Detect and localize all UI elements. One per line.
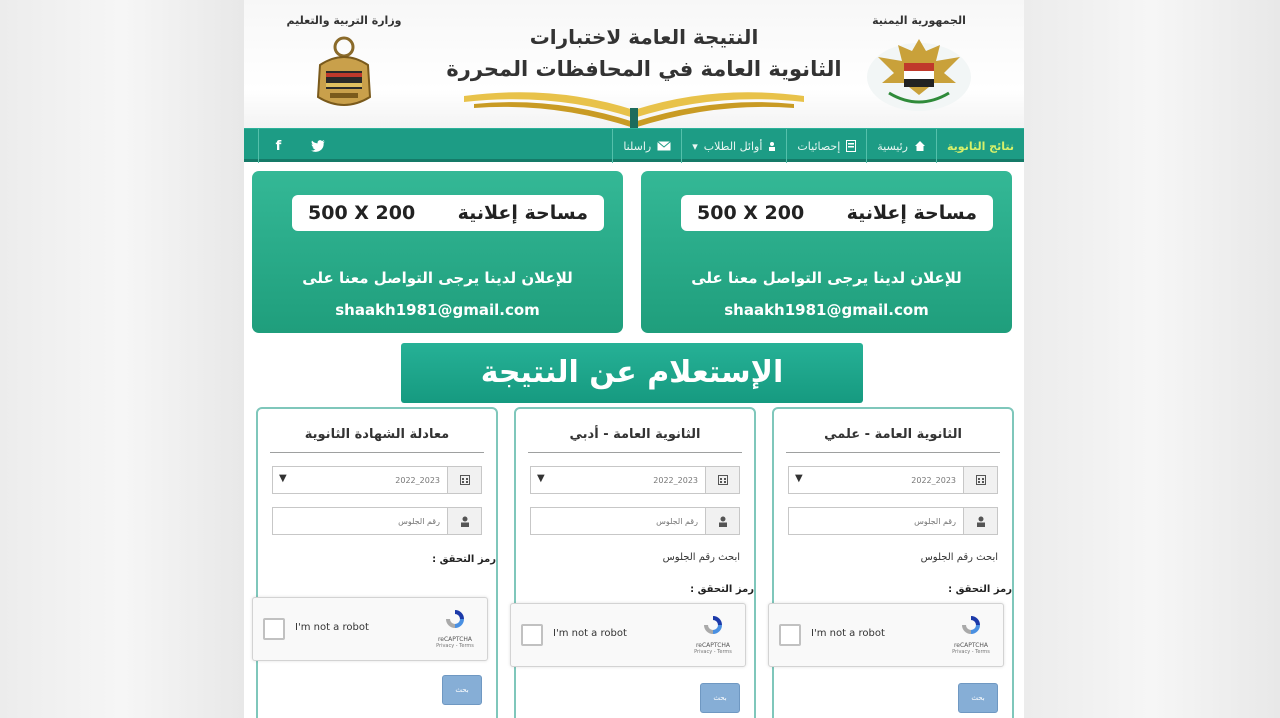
- year-select[interactable]: [272, 466, 482, 494]
- year-select-value[interactable]: [531, 467, 706, 493]
- site-container: [244, 0, 1024, 718]
- chevron-down-icon: ▾: [692, 139, 698, 153]
- facebook-icon[interactable]: f: [258, 129, 298, 163]
- seat-number-field[interactable]: [272, 507, 482, 535]
- republic-emblem: [844, 14, 994, 126]
- nav-item-label: نتائج الثانوية: [947, 139, 1014, 153]
- recaptcha-links[interactable]: Privacy - Terms: [952, 649, 990, 655]
- recaptcha-brand: reCAPTCHA: [695, 642, 731, 649]
- chevron-down-icon: ▼: [537, 473, 545, 484]
- find-seat-hint[interactable]: ابحث رقم الجلوس: [920, 552, 998, 563]
- nav-items: [612, 129, 1024, 163]
- calendar-icon: [963, 467, 997, 493]
- main-nav: [244, 128, 1024, 162]
- seat-number-field[interactable]: [530, 507, 740, 535]
- chevron-down-icon: ▼: [279, 473, 287, 484]
- captcha-label: رمز التحقق :: [690, 584, 754, 595]
- site-header: [244, 0, 1024, 128]
- nav-item-results[interactable]: [936, 129, 1024, 163]
- header-title-line1: النتيجة العامة لاختبارات: [529, 25, 759, 49]
- calendar-icon: [447, 467, 481, 493]
- nav-item-label: راسلنا: [623, 139, 652, 153]
- twitter-icon[interactable]: [298, 129, 338, 163]
- form-title: الثانوية العامة - أدبي: [528, 427, 742, 453]
- social-links: [258, 129, 338, 163]
- ad-label-pill: [292, 195, 604, 231]
- submit-button[interactable]: بحث: [958, 683, 998, 713]
- year-select[interactable]: [530, 466, 740, 494]
- form-scientific: [772, 407, 1014, 718]
- seat-number-input[interactable]: [273, 508, 448, 534]
- open-book-icon: [454, 84, 814, 128]
- recaptcha-logo: [435, 608, 475, 649]
- ad-size: 500 X 200: [697, 202, 805, 224]
- recaptcha-widget[interactable]: [252, 597, 488, 661]
- captcha-label: رمز التحقق :: [948, 584, 1012, 595]
- ad-contact-text: للإعلان لدينا يرجى التواصل معنا على: [302, 269, 573, 287]
- page-background-left: [0, 0, 244, 718]
- recaptcha-logo: [951, 614, 991, 655]
- year-select-value[interactable]: [273, 467, 448, 493]
- nav-item-label: أوائل الطلاب: [703, 139, 763, 153]
- nav-item-label: رئيسية: [877, 139, 908, 153]
- ad-email: shaakh1981@gmail.com: [335, 301, 540, 319]
- header-titles: [434, 22, 854, 86]
- republic-caption: الجمهورية اليمنية: [872, 14, 966, 27]
- ad-space-right[interactable]: [641, 171, 1012, 333]
- recaptcha-brand: reCAPTCHA: [437, 636, 473, 643]
- recaptcha-widget[interactable]: [510, 603, 746, 667]
- find-seat-hint[interactable]: ابحث رقم الجلوس: [662, 552, 740, 563]
- recaptcha-checkbox[interactable]: [521, 624, 543, 646]
- form-title: الثانوية العامة - علمي: [786, 427, 1000, 453]
- nav-item-label: إحصائيات: [797, 139, 841, 153]
- user-icon: [705, 508, 739, 534]
- recaptcha-links[interactable]: Privacy - Terms: [436, 643, 474, 649]
- nav-item-stats[interactable]: [786, 129, 866, 163]
- ad-label: مساحة إعلانية: [846, 202, 977, 224]
- nav-item-contact[interactable]: [612, 129, 681, 163]
- ministry-emblem: [284, 14, 404, 126]
- recaptcha-checkbox[interactable]: [779, 624, 801, 646]
- results-inquiry-banner: الإستعلام عن النتيجة: [401, 343, 863, 403]
- recaptcha-links[interactable]: Privacy - Terms: [694, 649, 732, 655]
- ad-email: shaakh1981@gmail.com: [724, 301, 929, 319]
- stats-icon: [846, 140, 856, 152]
- recaptcha-text: I'm not a robot: [553, 628, 627, 639]
- home-icon: [914, 140, 926, 152]
- submit-button[interactable]: بحث: [700, 683, 740, 713]
- chevron-down-icon: ▼: [795, 473, 803, 484]
- nav-item-top-students[interactable]: [681, 129, 786, 163]
- form-literary: [514, 407, 756, 718]
- header-title-line2: الثانوية العامة في المحافظات المحررة: [446, 57, 842, 81]
- ministry-seal-icon: [312, 35, 376, 113]
- ad-label: مساحة إعلانية: [457, 202, 588, 224]
- user-icon: [447, 508, 481, 534]
- recaptcha-text: I'm not a robot: [295, 622, 369, 633]
- ad-contact-text: للإعلان لدينا يرجى التواصل معنا على: [691, 269, 962, 287]
- captcha-label: رمز التحقق :: [432, 554, 496, 565]
- recaptcha-icon: [444, 608, 466, 630]
- form-title: معادلة الشهادة الثانوية: [270, 427, 484, 453]
- recaptcha-icon: [960, 614, 982, 636]
- recaptcha-brand: reCAPTCHA: [953, 642, 989, 649]
- user-icon: [963, 508, 997, 534]
- seat-number-field[interactable]: [788, 507, 998, 535]
- recaptcha-widget[interactable]: [768, 603, 1004, 667]
- form-equivalency: [256, 407, 498, 718]
- seat-number-input[interactable]: [531, 508, 706, 534]
- calendar-icon: [705, 467, 739, 493]
- recaptcha-icon: [702, 614, 724, 636]
- seat-number-input[interactable]: [789, 508, 964, 534]
- year-select[interactable]: [788, 466, 998, 494]
- envelope-icon: [657, 141, 671, 151]
- recaptcha-checkbox[interactable]: [263, 618, 285, 640]
- year-select-value[interactable]: [789, 467, 964, 493]
- eagle-emblem-icon: [864, 33, 974, 113]
- ad-space-left[interactable]: [252, 171, 623, 333]
- ad-size: 500 X 200: [308, 202, 416, 224]
- recaptcha-logo: [693, 614, 733, 655]
- ministry-caption: وزارة التربية والتعليم: [286, 14, 402, 27]
- nav-item-home[interactable]: [866, 129, 936, 163]
- recaptcha-text: I'm not a robot: [811, 628, 885, 639]
- ad-label-pill: [681, 195, 993, 231]
- submit-button[interactable]: بحث: [442, 675, 482, 705]
- users-icon: [768, 141, 776, 151]
- page-background-right: [1024, 0, 1280, 718]
